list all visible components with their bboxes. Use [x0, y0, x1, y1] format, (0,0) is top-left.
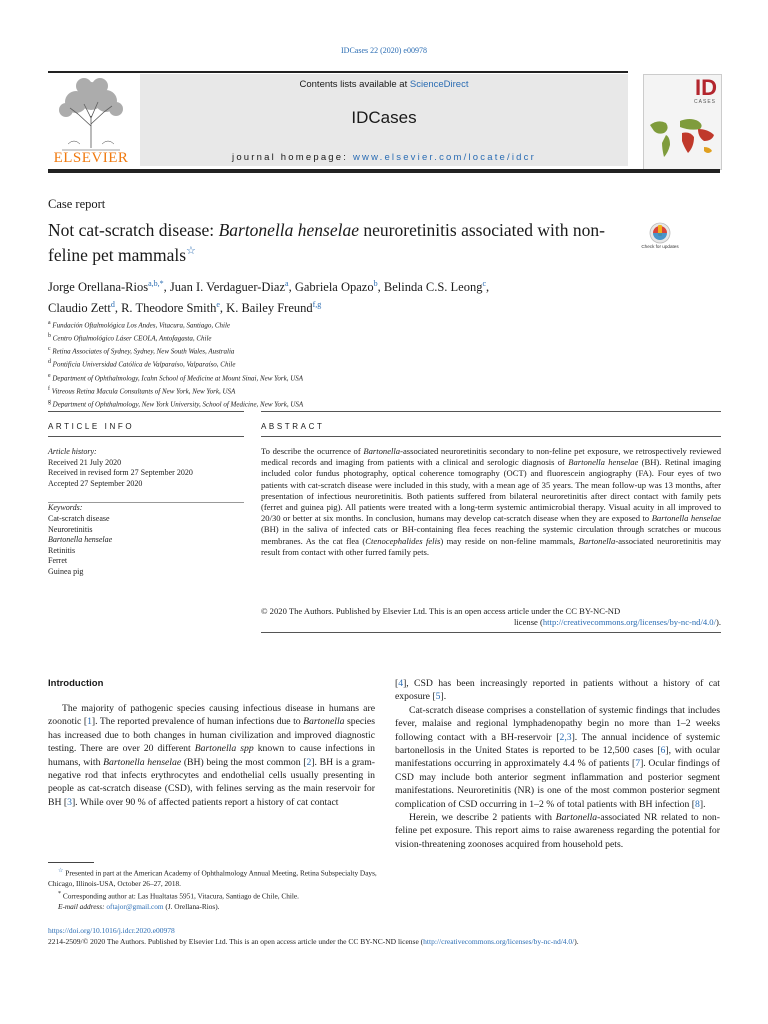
r1-text-a: [: [395, 678, 399, 689]
affiliation-text: Vitreous Retina Macula Consultants of New York, New York, USA: [51, 386, 236, 395]
journal-reference[interactable]: IDCases 22 (2020) e00978: [341, 46, 427, 55]
article-info-top-rule: [48, 411, 244, 412]
affiliation-text: Department of Ophthalmology, New York University, School of Medicine, New York, USA: [52, 400, 304, 409]
abstract-heading: ABSTRACT: [261, 422, 325, 431]
contents-line: [140, 79, 628, 90]
r1-text-b: ], CSD has been increasingly reported in patients without a history of cat exposure [: [395, 678, 720, 703]
footnote-corr-text: Corresponding author at: Las Hualtatas 5951, Vitacura, Santiago de Chile, Chile.: [62, 891, 299, 901]
abstract-text-4: (BH) in the saliva of infected cats or BH-containing flea feces reaching the systemic circulation through scratches or mucous membranes. As the cat flea (: [261, 524, 721, 546]
accepted-date: Accepted 27 September 2020: [48, 478, 143, 488]
footnote-presented-text: Presented in part at the American Academy of Ophthalmology Annual Meeting, Retina Subspecialty Days, Chicago, Illinois-USA, October 26–27, 2018.: [48, 868, 377, 888]
license-suffix: ).: [715, 617, 721, 627]
author-line-2: [48, 296, 678, 317]
crossmark-icon: [641, 221, 679, 245]
crossmark-label: Check for updates: [641, 244, 679, 249]
affiliation-list: [48, 318, 648, 410]
author-affiliation-mark[interactable]: d: [110, 300, 115, 310]
affiliation-text: Centro Oftalmológico Láser CEOLA, Antofagasta, Chile: [52, 334, 212, 343]
homepage-prefix: journal homepage:: [232, 152, 353, 163]
tree-icon: [48, 74, 134, 152]
intro-paragraph-1-continued: [395, 677, 720, 704]
header-top-rule: [48, 71, 628, 73]
affiliation-item: [48, 397, 648, 410]
affiliation-mark: c: [48, 346, 51, 353]
author-affiliation-mark[interactable]: a,b,*: [148, 279, 164, 288]
author-separator: ,: [163, 280, 170, 295]
affiliation-item: [48, 344, 648, 357]
p1-italic-2: Bartonella spp: [194, 743, 254, 755]
author-affiliation-mark[interactable]: c: [482, 279, 487, 288]
crossmark-badge[interactable]: [641, 221, 679, 257]
author-name[interactable]: R. Theodore Smith: [121, 301, 217, 316]
author-separator: ,: [377, 280, 384, 295]
title-footnote-star[interactable]: ☆: [186, 245, 196, 257]
abstract-bottom-rule: [261, 632, 721, 633]
affiliation-mark: e: [48, 372, 51, 379]
article-info-panel: [48, 447, 244, 578]
affiliation-mark: b: [48, 333, 51, 340]
ref-link-4[interactable]: 4: [398, 678, 404, 689]
footnote-corresponding: [48, 889, 378, 902]
r1-text-c: ].: [440, 691, 447, 703]
abstract-copyright: © 2020 The Authors. Published by Elsevier Ltd. This is an open access article under the CC BY-NC-ND: [261, 606, 621, 616]
affiliation-text: Retina Associates of Sydney, Sydney, New South Wales, Australia: [52, 347, 235, 356]
author-separator: ,: [219, 301, 227, 316]
ref-link-2[interactable]: 2: [306, 756, 312, 768]
ref-link-6[interactable]: 6: [660, 745, 666, 757]
intro-paragraph-1: [48, 702, 375, 809]
author-affiliation-mark[interactable]: a: [285, 279, 289, 288]
author-affiliation-mark[interactable]: f,g: [312, 300, 322, 310]
article-type: Case report: [48, 197, 106, 211]
ref-link-7[interactable]: 7: [635, 758, 641, 770]
right-column: [395, 677, 720, 851]
world-map-icon: [646, 113, 719, 163]
p3-text-a: Herein, we describe 2 patients with: [409, 812, 556, 824]
affiliation-text: Pontificia Universidad Católica de Valparaíso, Valparaíso, Chile: [52, 360, 236, 369]
affiliation-text: Fundación Oftalmológica Los Andes, Vitacura, Santiago, Chile: [52, 321, 230, 330]
journal-name: IDCases: [351, 108, 417, 127]
email-label: E-mail address:: [58, 902, 107, 912]
affiliation-item: [48, 331, 648, 344]
footnote-star-mark[interactable]: ☆: [58, 868, 64, 874]
email-link[interactable]: oftajor@gmail.com: [106, 902, 164, 912]
author-name[interactable]: K. Bailey Freund: [226, 301, 313, 316]
keyword-item: Ferret: [48, 556, 68, 566]
author-affiliation-mark[interactable]: b: [373, 279, 378, 288]
title-part-2: neuroretinitis associated with non-feline pet mammals: [48, 220, 605, 265]
ref-link-3[interactable]: 3: [67, 796, 72, 808]
affiliation-item: [48, 318, 648, 331]
p1-text-f: ]. BH is a gram-negative rod that infects erythrocytes and endothelial cells usually presenting in people as cat-scratch disease (CSD), with felines serving as the main reservoir for BH [: [48, 756, 375, 808]
footnote-corr-mark: *: [58, 891, 62, 898]
homepage-link[interactable]: www.elsevier.com/locate/idcr: [352, 152, 536, 163]
affiliation-text: Department of Ophthalmology, Icahn School of Medicine at Mount Sinai, New York, USA: [52, 373, 304, 382]
affiliation-mark: f: [48, 385, 50, 392]
footnote-rule: [48, 862, 94, 863]
author-separator: ,: [288, 280, 295, 295]
article-title: [48, 220, 638, 266]
keyword-item: Cat-scratch disease: [48, 513, 110, 523]
abstract-italic-2: Bartonella henselae: [568, 457, 639, 468]
keywords-divider: [48, 502, 244, 503]
sciencedirect-link[interactable]: ScienceDirect: [409, 79, 469, 90]
received-date: Received 21 July 2020: [48, 457, 122, 467]
author-name[interactable]: Gabriela Opazo: [294, 280, 374, 295]
ref-link-2-3[interactable]: 2,3: [559, 731, 572, 743]
abstract-text-5: ) may reside on non-feline mammals,: [440, 535, 579, 546]
affiliation-item: [48, 384, 648, 397]
title-italic-species: Bartonella henselae: [218, 220, 360, 240]
abstract-text-3: (BH). Retinal imaging included color fundus photography, optical coherence tomography (OCT) and fluorescein angiography (FA). Four eyes of two patients with cat-scratch disease were included in this study, with a mean age of 35 years. The mean follow-up was 13 months, after presentation of infectious neuroretinitis. Both patients suffered from bilateral neuroretinitis after direct contact with family pets (ferret and guinea pig). All patients were treated with a long-term systemic antimicrobial therapy. Visual acuity in all improved to 20/30 or better at six months. In conclusion, humans may develop cat-scratch disease when they are exposed to: [261, 457, 721, 524]
intro-paragraph-3: [395, 811, 720, 851]
license-prefix: license (: [514, 617, 543, 627]
keyword-item: Retinitis: [48, 545, 76, 555]
footnote-presented: [48, 866, 378, 889]
abstract-italic-4: Ctenocephalides felis: [365, 535, 441, 546]
abstract-italic-5: Bartonella: [578, 535, 616, 546]
header-bottom-rule: [48, 169, 720, 173]
p2-text-b: ]. The annual incidence of systemic bartonellosis in the United States is reported to be 12,500 cases [: [395, 731, 720, 757]
abstract-top-rule: [261, 411, 721, 412]
issn-license-line: [48, 937, 748, 946]
p2-text-d: ]. Ocular findings of CSD may include both anterior segment inflammation and posterior segment manifestations. Neuroretinitis (NR) is one of the most common posterior segment complication of CSD occurring in 1–2 % of total patients with BH infection [: [395, 758, 720, 810]
affiliation-item: [48, 371, 648, 384]
revised-date: Received in revised form 27 September 2020: [48, 468, 193, 478]
author-separator: ,: [114, 301, 122, 316]
title-part-1: Not cat-scratch disease:: [48, 220, 219, 240]
cover-id-letters: ID: [695, 75, 717, 100]
article-info-heading-rule: [48, 436, 244, 437]
author-list: [48, 275, 678, 317]
journal-cover-thumbnail[interactable]: [643, 74, 722, 170]
footnotes: [48, 866, 378, 913]
p1-italic-1: Bartonella: [303, 716, 345, 728]
ref-link-5[interactable]: 5: [435, 691, 441, 703]
abstract-body: [261, 446, 721, 558]
ref-link-1[interactable]: 1: [87, 716, 92, 728]
abstract-text-6: -associated neuroretinitis may result from contact with other furred family pets.: [261, 535, 722, 557]
article-info-heading: ARTICLE INFO: [48, 422, 135, 431]
author-name[interactable]: Jorge Orellana-Rios: [48, 280, 149, 295]
cover-subtitle: CASES: [694, 99, 716, 105]
introduction-heading: Introduction: [48, 678, 104, 689]
history-label: Article history:: [48, 447, 97, 456]
affiliation-mark: g: [48, 398, 51, 405]
affiliation-item: [48, 357, 648, 370]
affiliation-mark: a: [48, 320, 51, 326]
keywords-label: Keywords:: [48, 503, 83, 513]
footer-license-link[interactable]: http://creativecommons.org/licenses/by-nc-nd/4.0/: [423, 937, 575, 946]
keyword-list: [48, 514, 244, 578]
footer-license-suffix: ).: [574, 937, 579, 946]
contents-prefix: Contents lists available at: [299, 79, 410, 90]
email-suffix: (J. Orellana-Rios).: [163, 902, 220, 912]
p1-text-g: ]. While over 90 % of affected patients report a history of cat contact: [71, 796, 339, 808]
license-link[interactable]: http://creativecommons.org/licenses/by-nc-nd/4.0/: [542, 617, 716, 627]
keyword-item: Bartonella henselae: [48, 535, 113, 545]
footnote-email: [48, 902, 378, 913]
author-separator: ,: [486, 280, 490, 295]
p2-text-e: ].: [699, 798, 706, 810]
abstract-text-1: To describe the ocurrence of: [261, 446, 364, 456]
p2-text-a: Cat-scratch disease comprises a constellation of systemic findings that includes fever, malaise and regional lymphadenopathy begin no more than 1–2 weeks following contact with a BH-reservoir [: [395, 704, 720, 743]
p3-text-b: -associated NR related to non-feline pet exposure. This report aims to raise awareness regarding the potential for vision-threatening zoonoses acquired from household pets.: [395, 812, 720, 850]
p1-italic-3: Bartonella henselae: [103, 756, 182, 768]
abstract-italic-3: Bartonella henselae: [651, 513, 721, 524]
p1-text-d: known to cause infections in humans, with: [48, 743, 375, 768]
issn-text: 2214-2509/© 2020 The Authors. Published by Elsevier Ltd. This is an open access article under the CC BY-NC-ND license (: [48, 937, 424, 946]
p1-text-a: The majority of pathogenic species causing infectious disease in humans are zoonotic [: [48, 703, 375, 728]
affiliation-mark: d: [48, 359, 51, 366]
author-name[interactable]: Claudio Zett: [48, 301, 111, 316]
doi-link[interactable]: https://doi.org/10.1016/j.idcr.2020.e00978: [48, 926, 175, 935]
p1-text-b: ]. The reported prevalence of human infections due to: [91, 716, 304, 728]
ref-link-8[interactable]: 8: [695, 798, 700, 810]
homepage-line: [140, 152, 628, 163]
p3-italic: Bartonella: [555, 812, 598, 824]
abstract-heading-rule: [261, 436, 721, 437]
author-name[interactable]: Juan I. Verdaguer-Diaz: [169, 280, 286, 295]
p1-text-c: species has increased due to both changes in human civilization and improved diagnostic testing. There are over 20 different: [48, 716, 375, 755]
author-affiliation-mark[interactable]: e: [216, 300, 220, 310]
elsevier-wordmark: ELSEVIER: [53, 150, 129, 166]
p1-text-e: (BH) being the most common [: [181, 756, 307, 768]
author-line-1: [48, 275, 678, 296]
keyword-item: Neuroretinitis: [48, 524, 93, 534]
author-name[interactable]: Belinda C.S. Leong: [383, 280, 483, 295]
keyword-item: Guinea pig: [48, 566, 84, 576]
intro-paragraph-2: [395, 704, 720, 811]
p2-text-c: ], with ocular manifestations occurring in approximately 4.4 % of patients [: [395, 745, 720, 770]
abstract-license: [261, 617, 721, 628]
abstract-text-2: -associated neuroretinitis secondary to non-feline pet exposure, we retrospectively reviewed medical records and imaging from patients with a clinical and serologic diagnosis of: [261, 446, 721, 468]
abstract-italic-1: Bartonella: [363, 446, 401, 456]
